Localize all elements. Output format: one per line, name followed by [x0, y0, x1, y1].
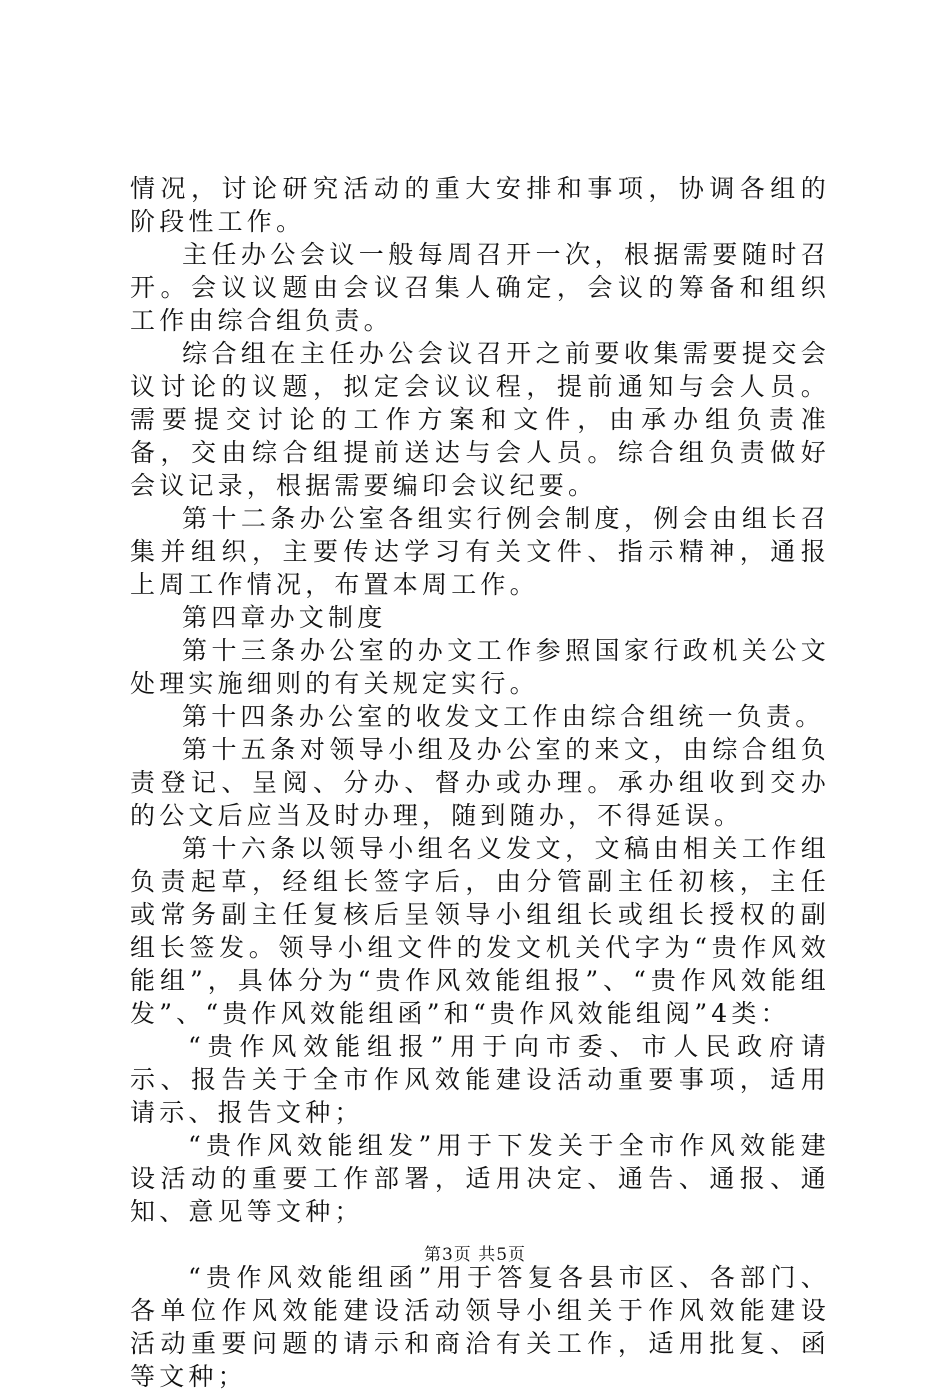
page-number-footer: 第3页 共5页	[423, 1245, 527, 1265]
paragraph-issue-type: “贵作风效能组发”用于下发关于全市作风效能建设活动的重要工作部署，适用决定、通告、通报、通知、意见等文种；	[130, 1131, 830, 1226]
paragraph-director-meeting: 主任办公会议一般每周召开一次，根据需要随时召开。会议议题由会议召集人确定，会议的筹备和组织工作由综合组负责。	[130, 240, 830, 335]
paragraph-continuation: 情况，讨论研究活动的重大安排和事项，协调各组的阶段性工作。	[130, 174, 830, 236]
paragraph-general-group: 综合组在主任办公会议召开之前要收集需要提交会议讨论的议题，拟定会议议程，提前通知与会人员。需要提交讨论的工作方案和文件，由承办组负责准备，交由综合组提前送达与会人员。综合组负责做好会议记录，根据需要编印会议纪要。	[130, 339, 830, 500]
paragraph-report-type: “贵作风效能组报”用于向市委、市人民政府请示、报告关于全市作风效能建设活动重要事项，适用请示、报告文种；	[130, 1032, 830, 1127]
paragraph-letter-type: “贵作风效能组函”用于答复各县市区、各部门、各单位作风效能建设活动领导小组关于作风效能建设活动重要问题的请示和商洽有关工作，适用批复、函等文种；	[130, 1263, 830, 1391]
paragraph-article-13: 第十三条办公室的办文工作参照国家行政机关公文处理实施细则的有关规定实行。	[130, 636, 830, 698]
paragraph-article-15: 第十五条对领导小组及办公室的来文，由综合组负责登记、呈阅、分办、督办或办理。承办组收到交办的公文后应当及时办理，随到随办，不得延误。	[130, 735, 830, 830]
paragraph-article-14: 第十四条办公室的收发文工作由综合组统一负责。	[182, 702, 825, 731]
paragraph-article-12: 第十二条办公室各组实行例会制度，例会由组长召集并组织，主要传达学习有关文件、指示精神，通报上周工作情况，布置本周工作。	[130, 504, 830, 599]
paragraph-article-16: 第十六条以领导小组名义发文，文稿由相关工作组负责起草，经组长签字后，由分管副主任初核，主任或常务副主任复核后呈领导小组组长或组长授权的副组长签发。领导小组文件的发文机关代字为“贵作风效能组”，具体分为“贵作风效能组报”、“贵作风效能组发”、“贵作风效能组函”和“贵作风效能组阅”4类：	[130, 834, 830, 1028]
chapter-heading-4: 第四章办文制度	[182, 603, 387, 632]
document-body	[130, 172, 830, 1393]
